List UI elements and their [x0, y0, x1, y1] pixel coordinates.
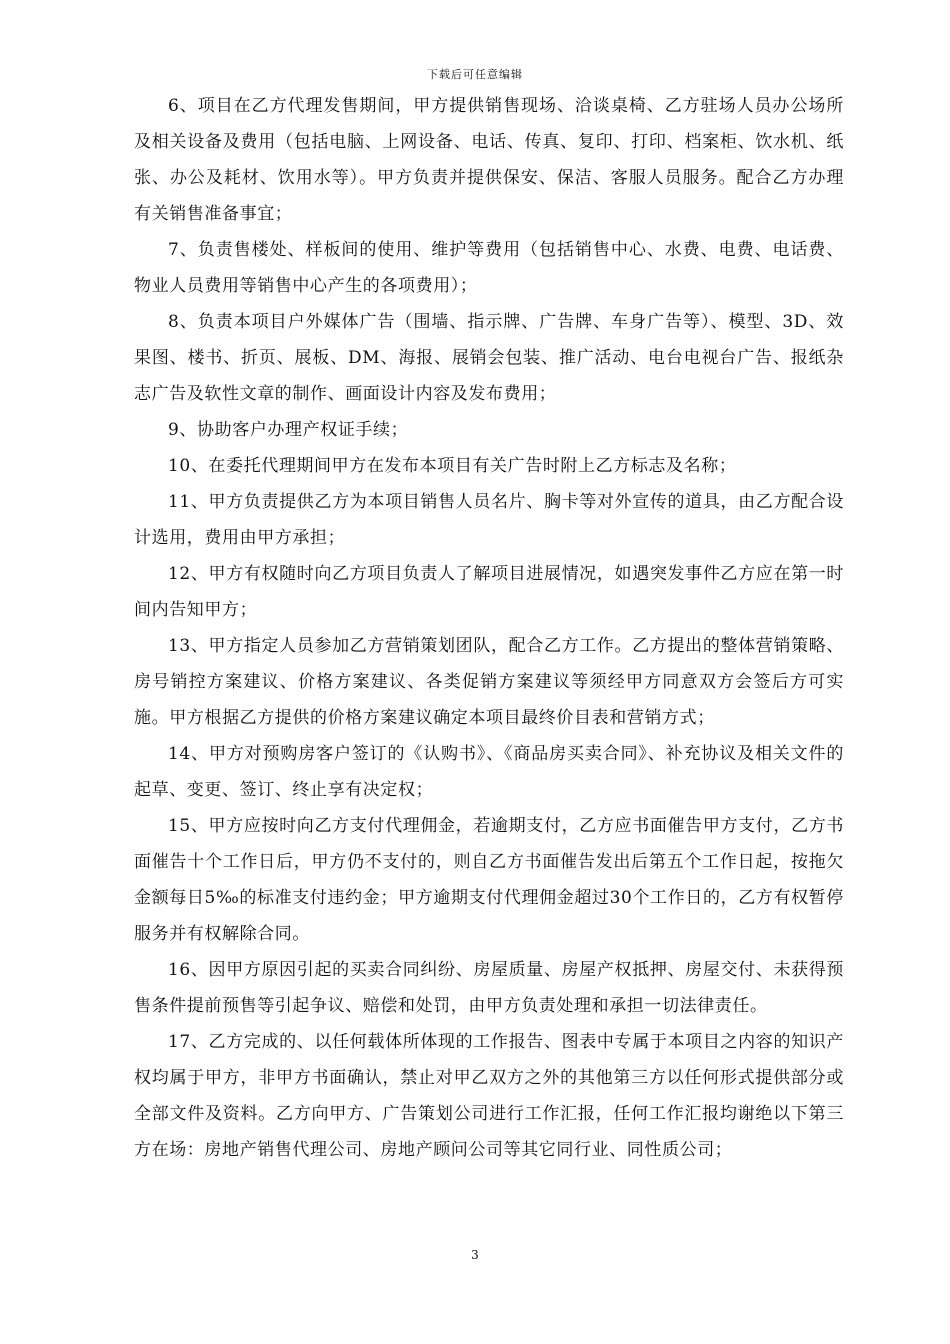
header-note: 下载后可任意编辑: [427, 68, 523, 81]
clause-12: 12、甲方有权随时向乙方项目负责人了解项目进展情况，如遇突发事件乙方应在第一时间内告知甲方；: [134, 564, 844, 620]
clause-16: 16、因甲方原因引起的买卖合同纠纷、房屋质量、房屋产权抵押、房屋交付、未获得预售条件提前预售等引起争议、赔偿和处罚，由甲方负责处理和承担一切法律责任。: [134, 960, 844, 1016]
clause-13: 13、甲方指定人员参加乙方营销策划团队，配合乙方工作。乙方提出的整体营销策略、房号销控方案建议、价格方案建议、各类促销方案建议等须经甲方同意双方会签后方可实施。甲方根据乙方提供的价格方案建议确定本项目最终价目表和营销方式；: [134, 636, 844, 728]
clause-7: 7、负责售楼处、样板间的使用、维护等费用（包括销售中心、水费、电费、电话费、物业人员费用等销售中心产生的各项费用）；: [134, 240, 844, 296]
clause-15: 15、甲方应按时向乙方支付代理佣金，若逾期支付，乙方应书面催告甲方支付，乙方书面催告十个工作日后，甲方仍不支付的，则自乙方书面催告发出后第五个工作日起，按拖欠金额每日5‰的标准支付违约金；甲方逾期支付代理佣金超过30个工作日的，乙方有权暂停服务并有权解除合同。: [134, 816, 844, 944]
clause-6: 6、项目在乙方代理发售期间，甲方提供销售现场、洽谈桌椅、乙方驻场人员办公场所及相关设备及费用（包括电脑、上网设备、电话、传真、复印、打印、档案柜、饮水机、纸张、办公及耗材、饮用水等）。甲方负责并提供保安、保洁、客服人员服务。配合乙方办理有关销售准备事宜；: [134, 96, 844, 224]
page-number: 3: [471, 1248, 479, 1262]
clause-11: 11、甲方负责提供乙方为本项目销售人员名片、胸卡等对外宣传的道具，由乙方配合设计选用，费用由甲方承担；: [134, 492, 844, 548]
clause-10: 10、在委托代理期间甲方在发布本项目有关广告时附上乙方标志及名称；: [168, 456, 737, 476]
clause-9: 9、协助客户办理产权证手续；: [168, 420, 409, 440]
clause-14: 14、甲方对预购房客户签订的《认购书》、《商品房买卖合同》、补充协议及相关文件的起草、变更、签订、终止享有决定权；: [134, 744, 844, 800]
clause-8: 8、负责本项目户外媒体广告（围墙、指示牌、广告牌、车身广告等）、模型、3D、效果图、楼书、折页、展板、DM、海报、展销会包装、推广活动、电台电视台广告、报纸杂志广告及软性文章的制作、画面设计内容及发布费用；: [134, 312, 844, 404]
clause-17: 17、乙方完成的、以任何载体所体现的工作报告、图表中专属于本项目之内容的知识产权均属于甲方，非甲方书面确认，禁止对甲乙双方之外的其他第三方以任何形式提供部分或全部文件及资料。乙方向甲方、广告策划公司进行工作汇报，任何工作汇报均谢绝以下第三方在场：房地产销售代理公司、房地产顾问公司等其它同行业、同性质公司；: [134, 1032, 844, 1160]
document-body: [134, 88, 844, 1168]
